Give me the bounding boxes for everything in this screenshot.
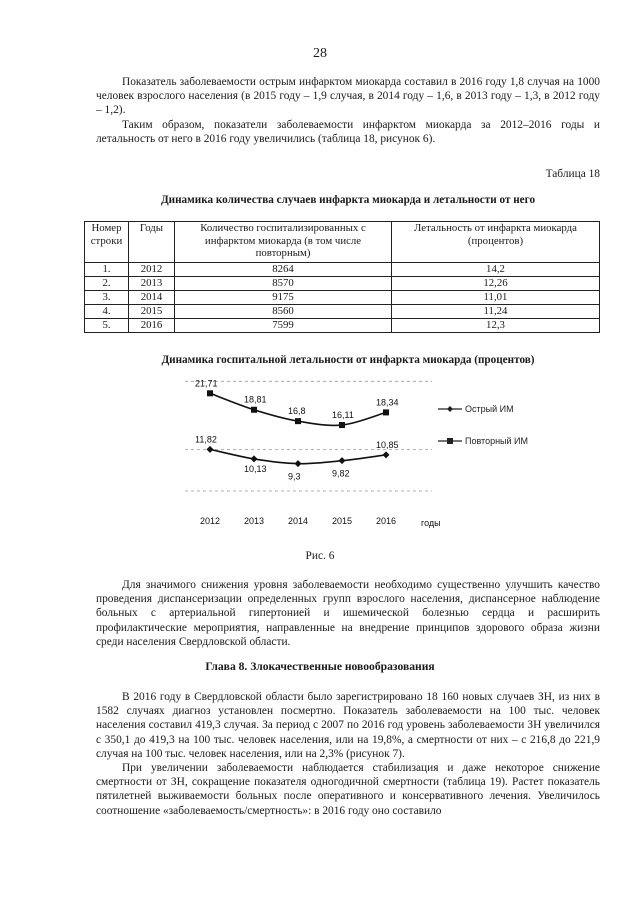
- data-label: 18,81: [244, 394, 267, 405]
- diamond-marker-icon: [447, 406, 453, 412]
- data-label: 18,34: [376, 397, 399, 408]
- table-cell: 2.: [85, 277, 129, 291]
- intro-text: [96, 75, 600, 146]
- table-cell: 7599: [175, 319, 392, 333]
- x-tick-label: 2014: [287, 516, 309, 526]
- legend-label-repeat: Повторный ИМ: [465, 436, 529, 446]
- x-tick-label: 2016: [375, 516, 397, 526]
- data-label: 11,82: [195, 434, 217, 445]
- chapter-paragraph-1: В 2016 году в Свердловской области было зарегистрировано 18 160 новых случаев ЗН, из них в 1582 случаях диагноз установлен посмертно. Показатель заболеваемости на 100 тыс. человек населения составил 419,3 случая. За период с 2007 по 2016 год уровень заболеваемости ЗН увеличился с 350,1 до 419,3 на 100 тыс. человек населения, или на 19,8%, а смертности от них – с 216,8 до 221,9 случая на 100 тыс. человек населения, или на 2,3% (рисунок 7).: [96, 691, 600, 760]
- table-cell: 1.: [85, 263, 129, 277]
- table-cell: 2014: [129, 291, 175, 305]
- data-point: [339, 422, 345, 428]
- chart-legend: [436, 400, 546, 450]
- data-table: [84, 221, 600, 333]
- table-row: [85, 305, 600, 319]
- data-point: [295, 460, 302, 467]
- data-label: 16,11: [332, 410, 354, 421]
- paragraph-after-chart: Для значимого снижения уровня заболеваемости необходимо существенно улучшить качество проведения диспансеризации определенных групп взрослого населения, диспансерное наблюдение больных с артериальной гипертонией и ишемической болезнью сердца и расширить профилактические мероприятия, направленные на внедрение принципов здорового образа жизни среди населения Свердловской области.: [96, 579, 600, 648]
- table-cell: 4.: [85, 305, 129, 319]
- header-cell: Летальность от инфаркта миокарда (процентов): [392, 222, 600, 263]
- header-cell: Количество госпитализированных с инфарктом миокарда (в том числе повторным): [175, 222, 392, 263]
- chapter-title: Глава 8. Злокачественные новообразования: [205, 660, 435, 673]
- table-cell: 11,24: [392, 305, 600, 319]
- data-point: [251, 407, 257, 413]
- x-tick-label: 2015: [331, 516, 353, 526]
- line-chart: [170, 376, 460, 531]
- x-axis-label: годы: [421, 518, 441, 528]
- table-cell: 2016: [129, 319, 175, 333]
- table-cell: 2012: [129, 263, 175, 277]
- table-header-row: [85, 222, 600, 263]
- data-label: 9,82: [332, 468, 350, 479]
- legend-label-acute: Острый ИМ: [465, 404, 514, 414]
- table-cell: 8570: [175, 277, 392, 291]
- data-label: 9,3: [288, 471, 301, 482]
- data-label: 10,13: [244, 463, 267, 474]
- table-cell: 8264: [175, 263, 392, 277]
- table-cell: 12,26: [392, 277, 600, 291]
- table-row: [85, 263, 600, 277]
- data-point: [207, 446, 214, 453]
- x-tick-label: 2013: [243, 516, 265, 526]
- page-number: 28: [313, 46, 327, 61]
- table-cell: 9175: [175, 291, 392, 305]
- table-cell: 2013: [129, 277, 175, 291]
- data-point: [339, 457, 346, 464]
- intro-paragraph-2: Таким образом, показатели заболеваемости инфарктом миокарда за 2012–2016 годы и летальность от него в 2016 году увеличились (таблица 18, рисунок 6).: [96, 118, 600, 145]
- table-row: [85, 319, 600, 333]
- data-point: [383, 451, 390, 458]
- table-cell: 5.: [85, 319, 129, 333]
- figure-caption: Рис. 6: [305, 550, 335, 562]
- table-cell: 2015: [129, 305, 175, 319]
- intro-paragraph-1: Показатель заболеваемости острым инфарктом миокарда составил в 2016 году 1,8 случая на 1000 человек взрослого населения (в 2015 году – 1,9 случая, в 2014 году – 1,6, в 2013 году – 1,3, в 2012 году – 1,2).: [96, 76, 600, 117]
- header-cell: Номер строки: [85, 222, 129, 263]
- table-cell: 11,01: [392, 291, 600, 305]
- data-label: 21,71: [195, 378, 218, 389]
- table-cell: 12,3: [392, 319, 600, 333]
- square-marker-icon: [447, 438, 453, 444]
- data-point: [207, 390, 213, 396]
- table-title: Динамика количества случаев инфаркта миокарда и летальности от него: [160, 194, 536, 206]
- data-point: [383, 409, 389, 415]
- chapter-text: [96, 690, 600, 818]
- body-text: [96, 578, 600, 649]
- table-cell: 3.: [85, 291, 129, 305]
- table-row: [85, 291, 600, 305]
- chapter-paragraph-2: При увеличении заболеваемости наблюдается стабилизация и даже некоторое снижение смертности от ЗН, сокращение показателя одногодичной смертности (таблица 19). Растет показатель пятилетней выживаемости больных после оперативного и консервативного лечения. Увеличилось соотношение «заболеваемость/смертность»: в 2016 году оно составило: [96, 762, 600, 817]
- data-label: 16,8: [288, 406, 306, 417]
- x-tick-label: 2012: [199, 516, 221, 526]
- data-point: [251, 455, 258, 462]
- table-cell: 8560: [175, 305, 392, 319]
- data-point: [295, 418, 301, 424]
- chart-title: Динамика госпитальной летальности от инфаркта миокарда (процентов): [161, 354, 535, 366]
- table-row: [85, 277, 600, 291]
- data-label: 10,85: [376, 439, 399, 450]
- table-cell: 14,2: [392, 263, 600, 277]
- table-label: Таблица 18: [545, 168, 600, 180]
- header-cell: Годы: [129, 222, 175, 263]
